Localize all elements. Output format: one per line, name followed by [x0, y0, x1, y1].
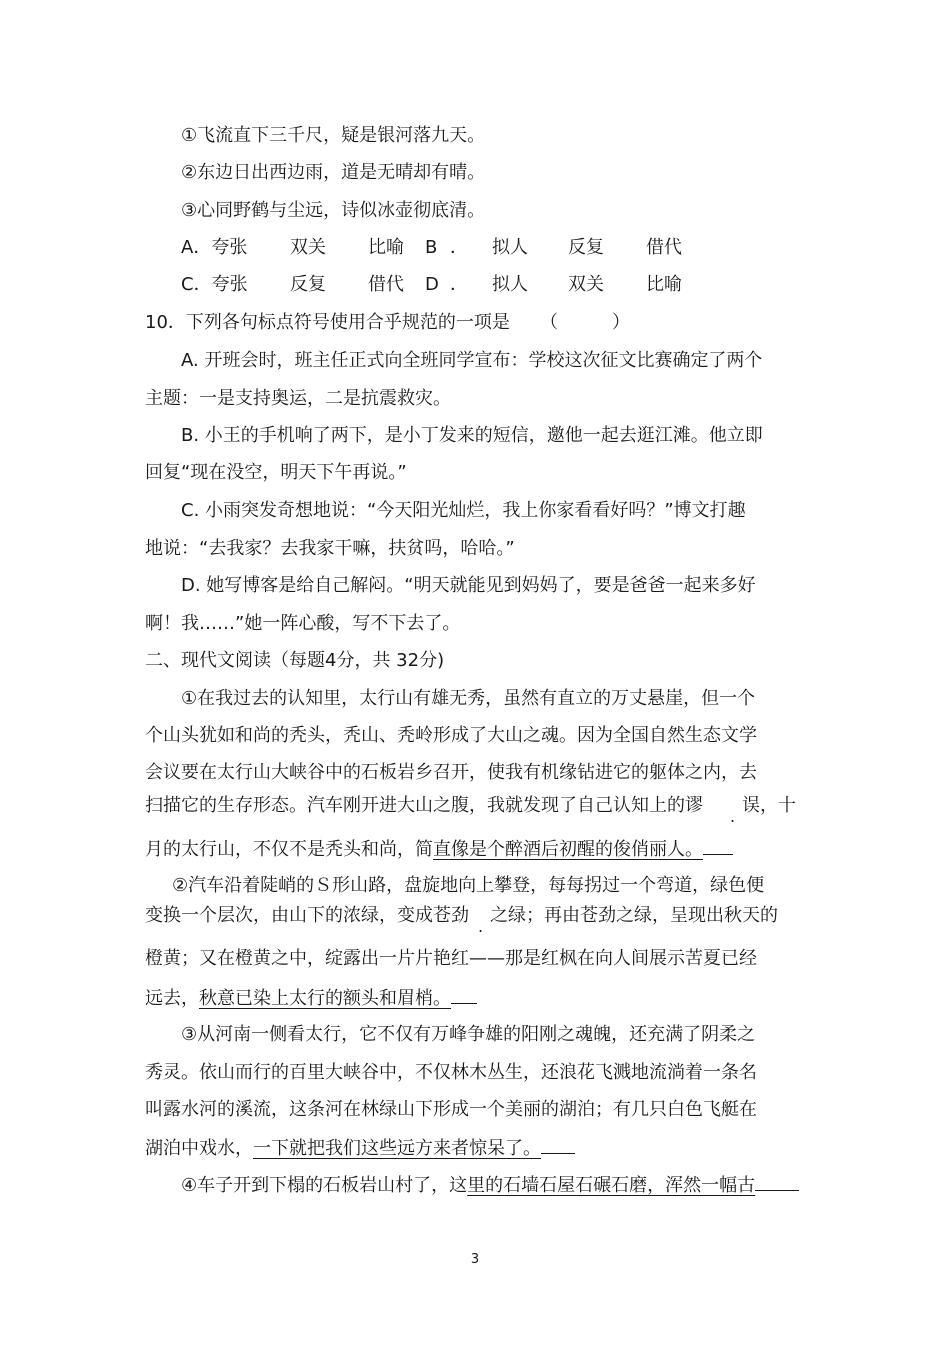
option-b-item-1: 拟人 — [492, 237, 528, 258]
q10-option-a-line-2: 主题：一是支持奥运，二是抗震救灾。 — [145, 388, 451, 409]
passage-p3-line-4-plain: 湖泊中戏水， — [145, 1138, 253, 1159]
passage-p1-line-3: 会议要在太行山大峡谷中的石板岩乡召开，使我有机缘钻进它的躯体之内，去 — [145, 762, 757, 783]
underlined-sentence-1: 直像是个醉酒后初醒的俊俏丽人。 — [433, 839, 703, 860]
poem-line-2: ②东边日出西边雨，道是无晴却有晴。 — [181, 162, 486, 183]
underline-tail-2 — [451, 987, 477, 1004]
passage-p1-line-4-end: 误，十 — [742, 795, 796, 816]
poem-line-3: ③心同野鹤与尘远，诗似冰壶彻底清。 — [181, 200, 486, 221]
option-a-item-1: A．夸张 — [181, 237, 248, 258]
option-d-item-2: 双关 — [568, 274, 604, 295]
passage-p2-line-1: ②汽车沿着陡峭的Ｓ形山路，盘旋地向上攀登，每每拐过一个弯道，绿色便 — [172, 875, 765, 896]
option-a-item-3: 比喻 — [368, 237, 404, 258]
q10-option-d-line-2: 啊！我……”她一阵心酸，写不下去了。 — [145, 613, 461, 634]
emphasis-dot-2: . — [478, 917, 484, 936]
page-number: 3 — [470, 1252, 480, 1267]
option-b-dot: ． — [450, 237, 468, 258]
passage-p2-line-4 — [145, 987, 477, 1010]
passage-p3-line-3: 叫露水河的溪流，这条河在林绿山下形成一个美丽的湖泊；有几只白色飞艇在 — [145, 1099, 757, 1120]
section-heading: 二、现代文阅读（每题4分，共 32分) — [145, 650, 445, 671]
passage-p1-line-4: 扫描它的生存形态。汽车刚开进大山之腹，我就发现了自己认知上的谬 — [145, 795, 703, 816]
passage-p3-line-4 — [145, 1137, 575, 1160]
underlined-sentence-4: 里的石墙石屋石碾石磨，浑然一幅古 — [467, 1175, 756, 1196]
option-d-letter: D — [425, 274, 439, 295]
emphasis-dot-1: . — [730, 807, 736, 826]
passage-p3-line-1: ③从河南一侧看太行，它不仅有万峰争雄的阳刚之魂魄，还充满了阴柔之 — [181, 1024, 756, 1045]
passage-p4-line-1-plain: ④车子开到下榻的石板岩山村了，这 — [181, 1175, 468, 1196]
passage-p2-line-2: 变换一个层次，由山下的浓绿，变成苍劲 — [145, 905, 469, 926]
passage-p2-line-4-plain: 远去， — [145, 988, 199, 1009]
underline-tail-4 — [755, 1174, 799, 1191]
passage-p1-line-5 — [145, 838, 733, 861]
passage-p4-line-1 — [181, 1174, 799, 1197]
option-d-item-1: 拟人 — [492, 274, 528, 295]
option-c-item-3: 借代 — [368, 274, 404, 295]
q10-option-a-line-1: A. 开班会时，班主任正式向全班同学宣布：学校这次征文比赛确定了两个 — [181, 350, 763, 371]
passage-p2-line-2-end: 之绿；再由苍劲之绿，呈现出秋天的 — [490, 905, 778, 926]
option-b-letter: B — [425, 237, 438, 258]
option-a-item-2: 双关 — [290, 237, 326, 258]
q10-option-d-line-1: D. 她写博客是给自己解闷。“明天就能见到妈妈了，要是爸爸一起来多好 — [181, 575, 756, 596]
option-c-item-1: C．夸张 — [181, 274, 248, 295]
question-10-stem: 10．下列各句标点符号使用合乎规范的一项是 — [145, 312, 510, 333]
q10-option-c-line-2: 地说：“去我家？去我家干嘛，扶贫吗，哈哈。” — [145, 538, 515, 559]
underline-tail-1 — [703, 838, 733, 855]
option-c-item-2: 反复 — [290, 274, 326, 295]
passage-p3-line-2: 秀灵。依山而行的百里大峡谷中，不仅林木丛生，还浪花飞溅地流淌着一条名 — [145, 1062, 757, 1083]
q10-option-b-line-1: B. 小王的手机响了两下，是小丁发来的短信，邀他一起去逛江滩。他立即 — [181, 425, 763, 446]
underlined-sentence-3: 一下就把我们这些远方来者惊呆了。 — [253, 1138, 541, 1159]
passage-p1-line-5-plain: 月的太行山，不仅不是秃头和尚，简 — [145, 839, 433, 860]
passage-p2-line-3: 橙黄；又在橙黄之中，绽露出一片片艳红——那是红枫在向人间展示苦夏已经 — [145, 948, 757, 969]
option-b-item-3: 借代 — [646, 237, 682, 258]
option-d-dot: ． — [450, 274, 468, 295]
poem-line-1: ①飞流直下三千尺，疑是银河落九天。 — [181, 125, 486, 146]
underline-tail-3 — [541, 1137, 575, 1154]
q10-option-c-line-1: C. 小雨突发奇想地说：“今天阳光灿烂，我上你家看看好吗？”博文打趣 — [181, 500, 746, 521]
passage-p1-line-2: 个山头犹如和尚的秃头，秃山、秃岭形成了大山之魂。因为全国自然生态文学 — [145, 725, 757, 746]
option-b-item-2: 反复 — [568, 237, 604, 258]
underlined-sentence-2: 秋意已染上太行的额头和眉梢。 — [199, 988, 451, 1009]
q10-option-b-line-2: 回复“现在没空，明天下午再说。” — [145, 462, 407, 483]
passage-p1-line-1: ①在我过去的认知里，太行山有雄无秀，虽然有直立的万丈悬崖，但一个 — [181, 688, 756, 709]
question-10-answer-paren: （ ） — [540, 312, 630, 333]
option-d-item-3: 比喻 — [646, 274, 682, 295]
